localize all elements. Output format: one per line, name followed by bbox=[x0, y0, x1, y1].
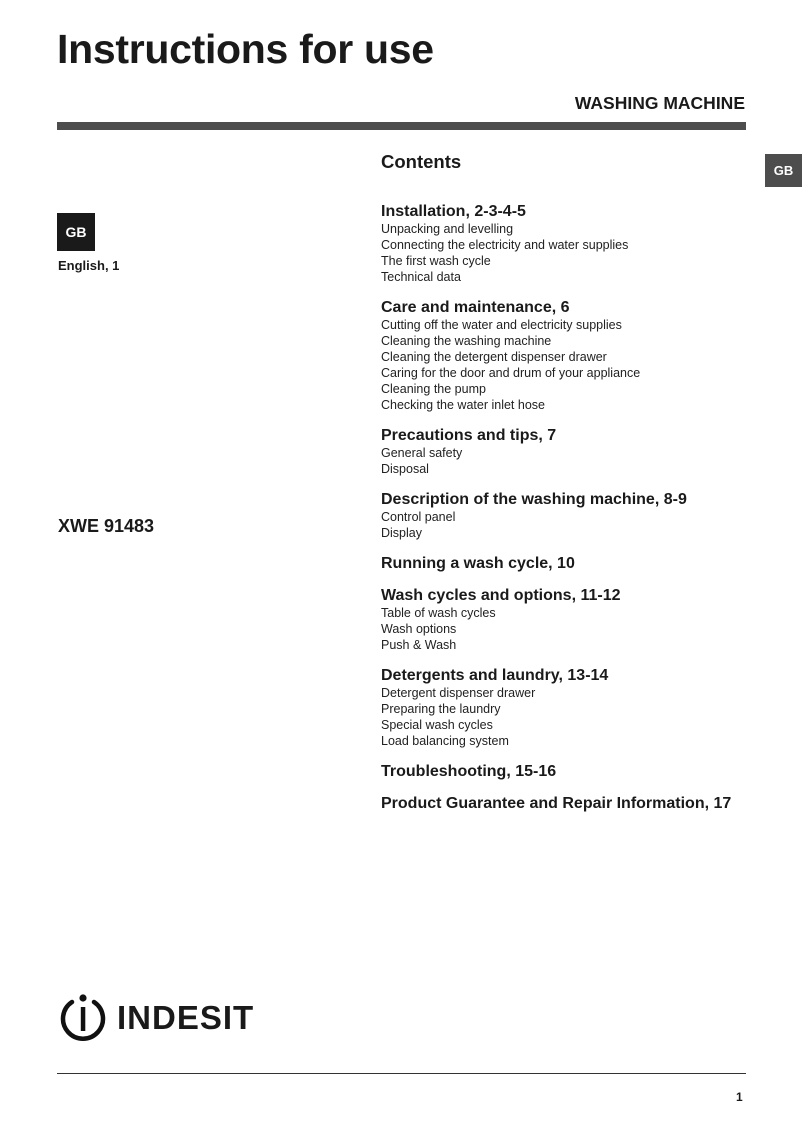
toc-section-title: Installation, 2-3-4-5 bbox=[381, 203, 526, 220]
toc-section-title: Description of the washing machine, 8-9 bbox=[381, 491, 687, 508]
toc-item: Wash options bbox=[381, 622, 457, 636]
toc-item: Cutting off the water and electricity supplies bbox=[381, 318, 622, 332]
toc-section-title: Precautions and tips, 7 bbox=[381, 427, 557, 444]
page-number: 1 bbox=[736, 1090, 743, 1104]
toc-item: Caring for the door and drum of your appliance bbox=[381, 366, 641, 380]
header-divider bbox=[57, 122, 746, 130]
toc-item: General safety bbox=[381, 446, 463, 460]
toc-section bbox=[381, 491, 781, 541]
contents-heading: Contents bbox=[381, 151, 462, 172]
toc-section-title: Detergents and laundry, 13-14 bbox=[381, 667, 609, 684]
toc-item: Unpacking and levelling bbox=[381, 222, 514, 236]
info-i-icon bbox=[57, 992, 109, 1044]
toc-section bbox=[381, 299, 781, 413]
toc-section-title: Troubleshooting, 15-16 bbox=[381, 763, 557, 780]
toc-item: Cleaning the washing machine bbox=[381, 334, 552, 348]
language-badge: GB bbox=[57, 213, 95, 251]
toc-section-title: Care and maintenance, 6 bbox=[381, 299, 570, 316]
toc-item: Detergent dispenser drawer bbox=[381, 686, 536, 700]
brand-name: INDESIT bbox=[117, 999, 255, 1036]
toc-section-title: Wash cycles and options, 11-12 bbox=[381, 587, 621, 604]
toc-section bbox=[381, 427, 781, 477]
language-label: English, 1 bbox=[58, 258, 120, 273]
toc-item: Special wash cycles bbox=[381, 718, 493, 732]
toc-item: Table of wash cycles bbox=[381, 606, 496, 620]
toc-item: Connecting the electricity and water supplies bbox=[381, 238, 629, 252]
table-of-contents bbox=[381, 203, 781, 827]
toc-item: Control panel bbox=[381, 510, 456, 524]
toc-item: Preparing the laundry bbox=[381, 702, 501, 716]
toc-item: Display bbox=[381, 526, 422, 540]
page-title: Instructions for use bbox=[57, 26, 434, 72]
toc-item: The first wash cycle bbox=[381, 254, 491, 268]
toc-item: Technical data bbox=[381, 270, 461, 284]
footer-divider bbox=[57, 1073, 746, 1074]
product-type: WASHING MACHINE bbox=[574, 93, 745, 113]
toc-item: Push & Wash bbox=[381, 638, 457, 652]
toc-item: Cleaning the pump bbox=[381, 382, 486, 396]
toc-section bbox=[381, 587, 781, 653]
toc-section bbox=[381, 667, 781, 749]
indesit-logo bbox=[57, 992, 254, 1044]
model-number: XWE 91483 bbox=[58, 516, 155, 536]
toc-section-title: Product Guarantee and Repair Information, 17 bbox=[381, 795, 732, 812]
toc-section bbox=[381, 763, 781, 781]
toc-item: Checking the water inlet hose bbox=[381, 398, 545, 412]
toc-item: Disposal bbox=[381, 462, 429, 476]
toc-item: Load balancing system bbox=[381, 734, 509, 748]
toc-section-title: Running a wash cycle, 10 bbox=[381, 555, 575, 572]
toc-item: Cleaning the detergent dispenser drawer bbox=[381, 350, 607, 364]
language-tab: GB bbox=[765, 154, 802, 187]
toc-section bbox=[381, 555, 781, 573]
toc-section bbox=[381, 203, 781, 285]
toc-section bbox=[381, 795, 781, 813]
